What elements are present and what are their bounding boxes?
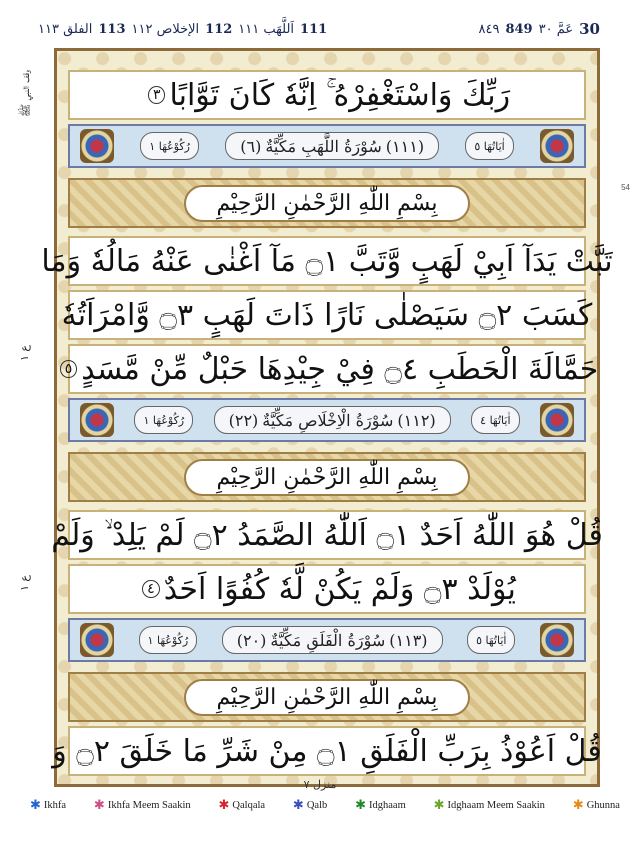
star-icon: ✱ xyxy=(30,797,41,812)
juz-name: عَمَّ ٣٠ xyxy=(538,21,574,37)
surah-list xyxy=(38,22,327,37)
surah-name: سُوْرَةُ اللَّهَبِ مَكِّيَّةٌ xyxy=(265,136,382,156)
ornament-icon xyxy=(80,403,114,437)
legend-label: Ghunna xyxy=(586,799,620,811)
juz-number: 30 xyxy=(579,20,600,38)
surah-header-ikhlas xyxy=(68,398,586,442)
legend-label: Ikhfa xyxy=(43,799,67,811)
star-icon: ✱ xyxy=(292,797,304,812)
ayah-marker: ٤ xyxy=(142,580,160,598)
legend-item-idghaam-meem-saakin xyxy=(434,797,545,813)
margin-note-top: وقف النبي ﷺ xyxy=(19,70,32,118)
ornament-icon xyxy=(80,129,114,163)
ruku-count: رُكُوْعُهَا ١ xyxy=(134,406,193,434)
surah-header-lahab xyxy=(68,124,586,168)
legend-item-ikhfa xyxy=(30,797,66,813)
surah-112-name: الإخلاص ١١٢ xyxy=(131,21,200,37)
bismillah-text: بِسْمِ اللّٰهِ الرَّحْمٰنِ الرَّحِيْمِ xyxy=(184,679,469,716)
ayah-marker: ٣ xyxy=(148,86,166,104)
star-icon: ✱ xyxy=(355,797,367,812)
revelation-order: (٢٠) xyxy=(236,630,267,650)
star-icon: ✱ xyxy=(572,797,584,812)
margin-note-middle: ع ١ xyxy=(18,345,31,361)
ruku-count: رُكُوْعُهَا ١ xyxy=(139,626,198,654)
page-info xyxy=(479,20,600,38)
ornament-icon xyxy=(540,623,574,657)
verse-line-1 xyxy=(68,70,586,120)
ayat-count: اٰيَاتُهَا ٤ xyxy=(471,406,519,434)
surah-header-falaq xyxy=(68,618,586,662)
surah-title xyxy=(222,626,443,654)
legend-item-idghaam xyxy=(355,797,406,813)
tajweed-legend xyxy=(30,797,620,813)
surah-title xyxy=(225,132,439,160)
verse-text: يُوْلَدْ ۝٣ وَلَمْ يَكُنْ لَّهٗ كُفُوًا اَحَدٌ xyxy=(163,571,516,607)
verse-line-5 xyxy=(51,510,603,560)
surah-111-number: 111 xyxy=(300,21,328,37)
surah-113-name: الفلق ١١٣ xyxy=(38,21,93,37)
bismillah-text: بِسْمِ اللّٰهِ الرَّحْمٰنِ الرَّحِيْمِ xyxy=(184,185,469,222)
revelation-order: (٢٢) xyxy=(228,410,259,430)
ayat-count: اٰيَاتُهَا ٥ xyxy=(465,132,513,160)
legend-label: Idghaam Meem Saakin xyxy=(447,799,545,811)
verse-text: كَسَبَ ۝٢ سَيَصْلٰى نَارًا ذَاتَ لَهَبٍ ۝٣ وَّامْرَاَتُهٗ xyxy=(61,297,593,333)
surah-number: (١١١) xyxy=(385,136,425,156)
page-number-arabic: ٨٤٩ xyxy=(478,21,500,37)
ruku-count: رُكُوْعُهَا ١ xyxy=(140,132,199,160)
ayat-count: اٰيَاتُهَا ٥ xyxy=(467,626,515,654)
legend-item-ghunna xyxy=(573,797,620,813)
verse-line-4 xyxy=(64,344,599,394)
legend-label: Qalqala xyxy=(232,799,266,811)
legend-label: Qalb xyxy=(306,799,328,811)
manzil-label: منزل ٧ xyxy=(303,778,337,791)
surah-name: سُوْرَةُ الْفَلَقِ مَكِّيَّةٌ xyxy=(270,630,386,650)
legend-item-ikhfa-meem-saakin xyxy=(94,797,191,813)
bismillah-panel xyxy=(68,672,586,722)
verse-text: رَبِّكَ وَاسْتَغْفِرْهُ ۚ اِنَّهٗ كَانَ تَوَّابًا xyxy=(169,77,511,113)
verse-line-7 xyxy=(52,726,602,776)
bismillah-text: بِسْمِ اللّٰهِ الرَّحْمٰنِ الرَّحِيْمِ xyxy=(184,459,469,496)
star-icon: ✱ xyxy=(93,797,105,812)
verse-text: حَمَّالَةَ الْحَطَبِ ۝٤ فِيْ جِيْدِهَا حَبْلٌ مِّنْ مَّسَدٍ xyxy=(81,351,599,387)
verse-line-2 xyxy=(41,236,613,286)
bismillah-panel xyxy=(68,178,586,228)
side-page-number: 54 xyxy=(621,183,630,192)
star-icon: ✱ xyxy=(433,797,445,812)
ornament-icon xyxy=(540,403,574,437)
ornament-icon xyxy=(80,623,114,657)
verse-text: قُلْ اَعُوْذُ بِرَبِّ الْفَلَقِ ۝١ مِنْ شَرِّ مَا خَلَقَ ۝٢ وَ xyxy=(52,733,602,769)
legend-label: Idghaam xyxy=(369,799,406,811)
legend-item-qalqala xyxy=(219,797,266,813)
revelation-order: (٦) xyxy=(240,136,262,156)
surah-number: (١١٢) xyxy=(397,410,436,430)
surah-113-number: 113 xyxy=(98,21,126,37)
verse-line-6 xyxy=(68,564,586,614)
surah-number: (١١٣) xyxy=(389,630,428,650)
legend-label: Ikhfa Meem Saakin xyxy=(107,799,191,811)
surah-112-number: 112 xyxy=(205,21,233,37)
page-number: 849 xyxy=(505,21,533,37)
verse-text: تَبَّتْ يَدَآ اَبِيْ لَهَبٍ وَّتَبَّ ۝١ مَآ اَغْنٰى عَنْهُ مَالُهٗ وَمَا xyxy=(41,243,613,279)
bismillah-panel xyxy=(68,452,586,502)
legend-item-qalb xyxy=(293,797,327,813)
page-header xyxy=(38,14,600,44)
surah-title xyxy=(214,406,451,434)
verse-text: قُلْ هُوَ اللّٰهُ اَحَدٌ ۝١ اَللّٰهُ الصَّمَدُ ۝٢ لَمْ يَلِدْ ۙ وَلَمْ xyxy=(51,517,603,553)
surah-name: سُوْرَةُ الْاِخْلَاصِ مَكِّيَّةٌ xyxy=(262,410,394,430)
star-icon: ✱ xyxy=(218,797,230,812)
verse-line-3 xyxy=(61,290,593,340)
surah-111-name: اَللَّهَب ١١١ xyxy=(238,21,295,37)
margin-note-bottom: ع ١ xyxy=(18,575,31,591)
ayah-marker: ٥ xyxy=(60,360,78,378)
ornament-icon xyxy=(540,129,574,163)
